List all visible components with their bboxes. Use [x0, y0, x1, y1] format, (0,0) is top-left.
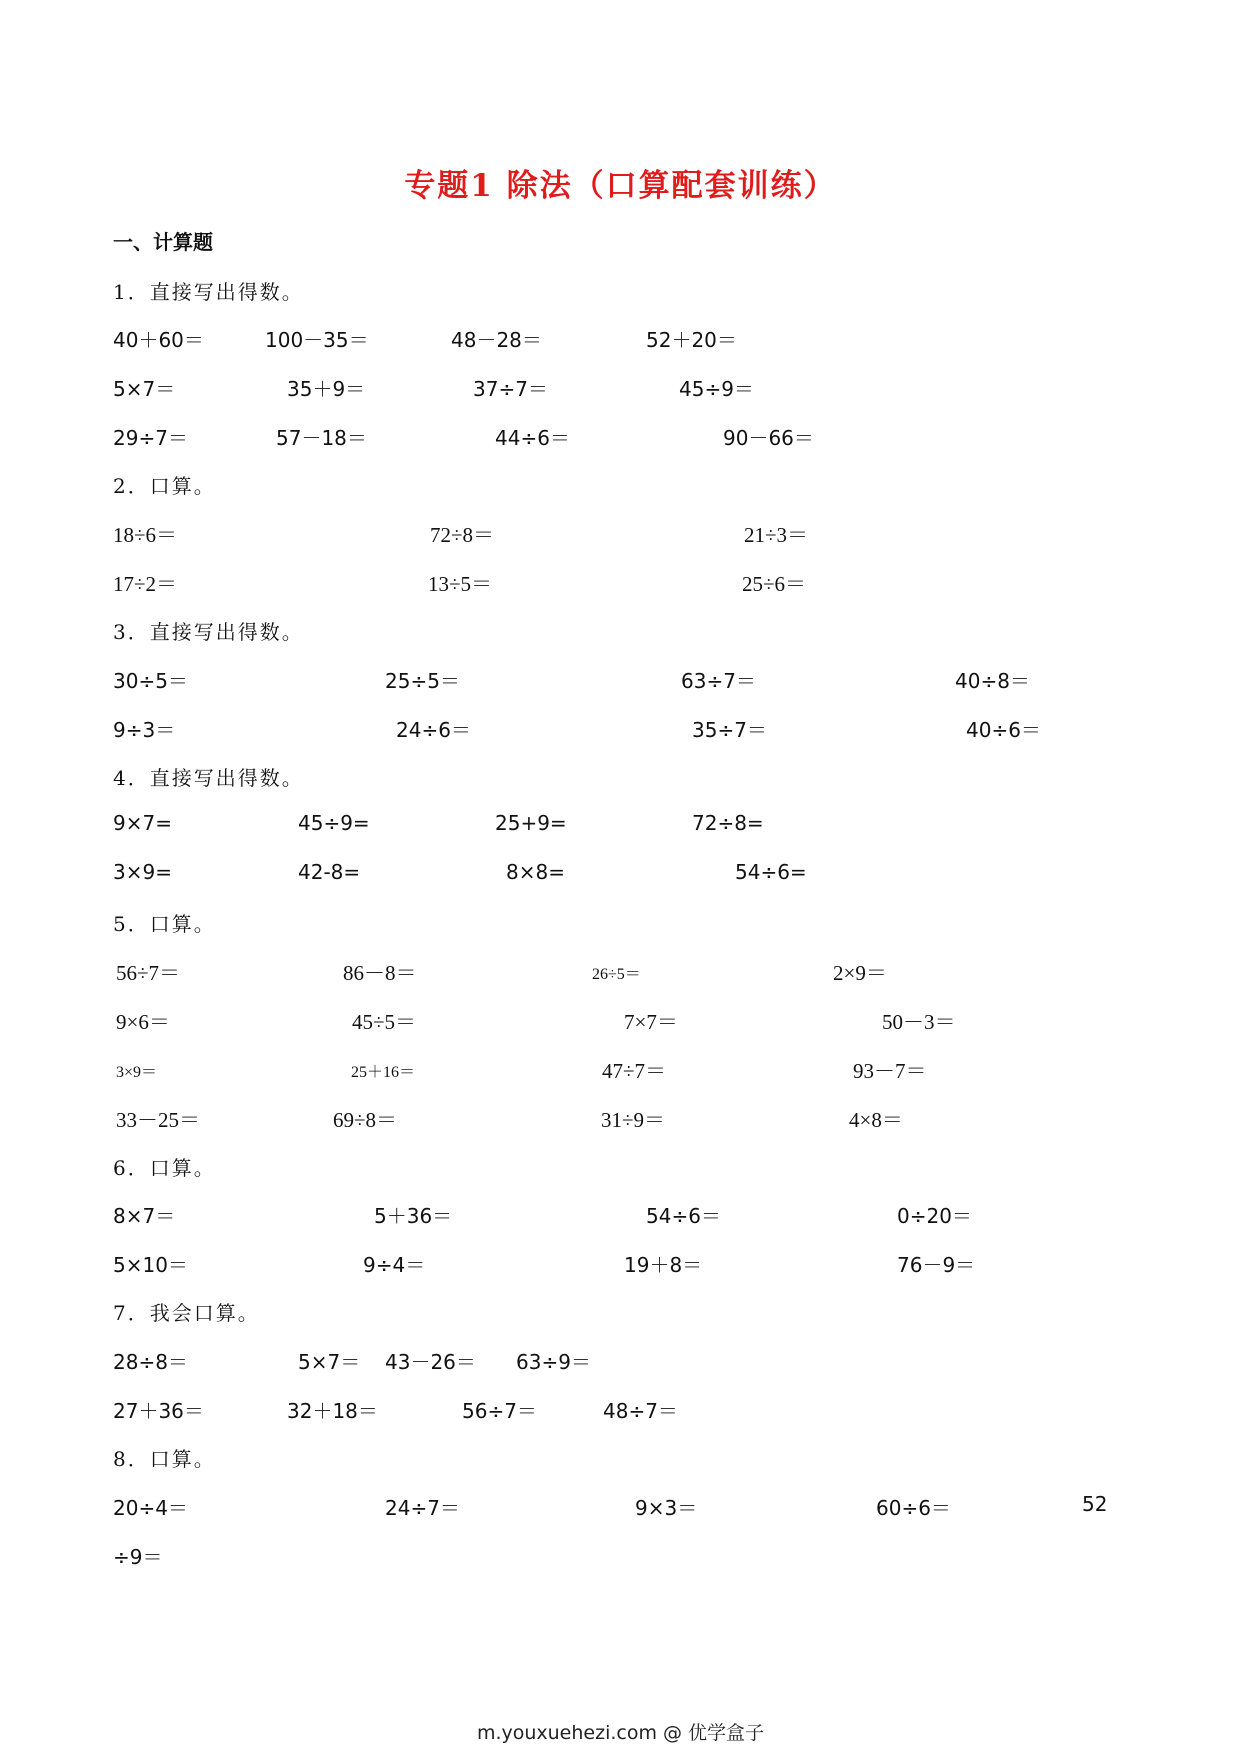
- expression: 60÷6＝: [876, 1496, 951, 1520]
- expression: 28÷8＝: [113, 1350, 188, 1374]
- expression: 17÷2＝: [113, 572, 178, 596]
- expression: 45÷5＝: [352, 1010, 417, 1034]
- expression: 21÷3＝: [744, 523, 809, 547]
- expression: 43－26＝: [385, 1350, 476, 1374]
- expression: 5＋36＝: [374, 1204, 453, 1228]
- expression: 9×7=: [113, 811, 172, 835]
- expression: 63÷7＝: [681, 669, 756, 693]
- expression: 8×7＝: [113, 1204, 176, 1228]
- expression: 3×9＝: [116, 1064, 158, 1081]
- expression: 33－25＝: [116, 1108, 200, 1132]
- footer-watermark: m.youxuehezi.com @ 优学盒子: [476, 1722, 765, 1744]
- section-heading: 一、计算题: [113, 230, 213, 254]
- question-2-label: 2．口算。: [113, 474, 216, 498]
- expression: 44÷6＝: [495, 426, 570, 450]
- expression: 24÷7＝: [385, 1496, 460, 1520]
- question-3-label: 3．直接写出得数。: [113, 620, 304, 644]
- expression: 45÷9=: [298, 811, 370, 835]
- expression: 54÷6=: [735, 860, 807, 884]
- expression: 4×8＝: [849, 1108, 903, 1132]
- expression: 40÷6＝: [966, 718, 1041, 742]
- expression: 57－18＝: [276, 426, 367, 450]
- expression: 76－9＝: [897, 1253, 976, 1277]
- expression: 9×3＝: [635, 1496, 698, 1520]
- expression: 24÷6＝: [396, 718, 471, 742]
- expression: 25÷6＝: [742, 572, 807, 596]
- expression: 100－35＝: [265, 328, 369, 352]
- expression: 72÷8＝: [430, 523, 495, 547]
- expression: 9×6＝: [116, 1010, 170, 1034]
- question-7-label: 7．我会口算。: [113, 1301, 260, 1325]
- expression: 86－8＝: [343, 961, 417, 985]
- expression: 7×7＝: [624, 1010, 678, 1034]
- expression: 90－66＝: [723, 426, 814, 450]
- expression: 2×9＝: [833, 961, 887, 985]
- expression: 19＋8＝: [624, 1253, 703, 1277]
- expression: 5×7＝: [113, 377, 176, 401]
- expression: 25+9=: [495, 811, 567, 835]
- expression: 40÷8＝: [955, 669, 1030, 693]
- expression: 29÷7＝: [113, 426, 188, 450]
- expression: 20÷4＝: [113, 1496, 188, 1520]
- expression: 27＋36＝: [113, 1399, 204, 1423]
- expression: 3×9=: [113, 860, 172, 884]
- expression: 42-8=: [298, 860, 361, 884]
- question-6-label: 6．口算。: [113, 1156, 216, 1180]
- expression: 9÷3＝: [113, 718, 176, 742]
- expression: 47÷7＝: [602, 1059, 667, 1083]
- expression: 56÷7＝: [462, 1399, 537, 1423]
- expression: 72÷8=: [692, 811, 764, 835]
- question-8-label: 8．口算。: [113, 1447, 216, 1471]
- expression: 52＋20＝: [646, 328, 737, 352]
- expression: 56÷7＝: [116, 961, 181, 985]
- expression: 93－7＝: [853, 1059, 927, 1083]
- expression: 52: [1082, 1492, 1108, 1516]
- expression: 5×7＝: [298, 1350, 361, 1374]
- expression: 9÷4＝: [363, 1253, 426, 1277]
- expression: 25÷5＝: [385, 669, 460, 693]
- expression: 63÷9＝: [516, 1350, 591, 1374]
- expression: 54÷6＝: [646, 1204, 721, 1228]
- expression: 45÷9＝: [679, 377, 754, 401]
- expression: 48－28＝: [451, 328, 542, 352]
- expression: ÷9＝: [113, 1545, 163, 1569]
- expression: 48÷7＝: [603, 1399, 678, 1423]
- expression: 0÷20＝: [897, 1204, 972, 1228]
- page-title: 专题1 除法（口算配套训练）: [404, 168, 837, 204]
- expression: 69÷8＝: [333, 1108, 398, 1132]
- expression: 32＋18＝: [287, 1399, 378, 1423]
- expression: 35÷7＝: [692, 718, 767, 742]
- expression: 30÷5＝: [113, 669, 188, 693]
- expression: 25＋16＝: [351, 1064, 416, 1081]
- expression: 40＋60＝: [113, 328, 204, 352]
- expression: 31÷9＝: [601, 1108, 666, 1132]
- question-5-label: 5．口算。: [113, 912, 216, 936]
- expression: 5×10＝: [113, 1253, 188, 1277]
- expression: 50－3＝: [882, 1010, 956, 1034]
- expression: 26÷5＝: [592, 966, 641, 983]
- question-1-label: 1．直接写出得数。: [113, 280, 304, 304]
- question-4-label: 4．直接写出得数。: [113, 766, 304, 790]
- expression: 35＋9＝: [287, 377, 366, 401]
- expression: 18÷6＝: [113, 523, 178, 547]
- expression: 13÷5＝: [428, 572, 493, 596]
- expression: 8×8=: [506, 860, 565, 884]
- expression: 37÷7＝: [473, 377, 548, 401]
